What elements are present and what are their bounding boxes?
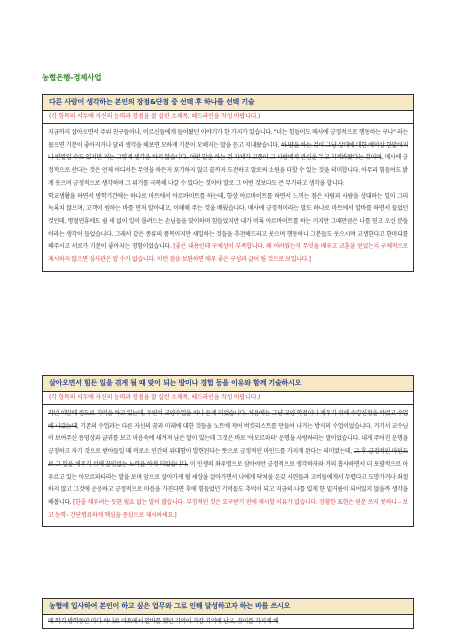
guide-note: (각 항목의 서두에 자신의 능력과 장점을 잘 살린 소제목, 헤드라인을 작성 바랍니다.) bbox=[43, 392, 413, 405]
answer-body bbox=[43, 405, 413, 526]
answer-text: , 매사에 긍정적으로 산다는 것은 언제 어디서든 무엇을 하든지 포기하지 않고 끝까지 도전하고 말로써 소원을 다할 수 있는 것을 의미합니다. 아무리 힘들어도 밝게 웃으며 긍정적으로 생각하며 그 위기를 극복해 나갈 수 있다는 것이야 말로 그 어떤 것보다도 큰 무기라고 생각을 합니다. bbox=[48, 154, 408, 187]
answer-text: 이 인생의 좌우명으로 삼아야만 긍정적으로 생각하자와 거의 흡사하면서 더 포괄적으로 아우르고 있는 아모르파티라는 말을 보며 앞으로 살아가게 될 세상을 살아가면서 나에게 닥쳐올 온갖 시련들과 고비들에게서 두렵다고 도망가거나 좌절하지 않고 그것에 순응하고 긍정적으로 마음을 가진다면 후에 힘들었던 기억들도 추억이 되고 지금의 나를 있게 한 밑거름이 되어있지 않을까 생각을 해봅니다. bbox=[48, 460, 408, 506]
guide-note: (각 항목의 서두에 자신의 능력과 장점을 잘 살린 소제목, 헤드라인을 작성 바랍니다.) bbox=[43, 111, 413, 124]
question-title: 농협에 입사하여 본인이 하고 싶은 업무와 그로 인해 달성하고자 하는 바를 쓰시오 bbox=[43, 599, 413, 615]
answer-body bbox=[43, 124, 413, 271]
answer-text: 학교생활을 하면서 방학기간에는 하나로 마트에서 아르바이트를 하는데, 항상 아르바이트를 하면서 느끼는 점은 사람과 사람을 상대하는 일이 그리 녹록치 않으며, 고객이 원하는 바를 먼저 알아내고, 이해해 주는 것을 배웠습니다. 매사에 긍정적이라는 말도 하나로 마트에서 알바를 하면서 들었던 것인데, 명절연휴에도 쉴 새 없이 일이 몰려드는 손님들을 맞이하며 힘들었지만 내가 비록 아르바이트를 하는 거지만 그때만큼은 나를 믿고 오신 분들이라는 생각이 들었습니다. 그래서 같은 종류의 품목이지만 세일하는 것들을 추천해드리고 웃으며 행동하니 그분들도 웃으시며 고생한다고 한마디를 해주시고 서로가 기분이 좋아지는 경험이었습니다. bbox=[48, 192, 408, 251]
question-title: 살아오면서 힘든 일을 겪게 될 때 맞이 되는 방미나 경험 등을 이유와 함께 기술하시오 bbox=[43, 376, 413, 392]
struck-text: 작년 이맘때 정도로 기억을 하고 있는데, 우연히 교양수업을 하나 듣게 되었습니다. 처음에는 그냥 교양 학점이나 채우기 위해 수강신청을 하였고 수업에 나갔는데 bbox=[48, 410, 408, 430]
struck-text: 하 땀을 하는 것이 그냥 상대에 대한 예의상 한말이거나 반말일 수도 있지만 저는 그렇게 생각을 하지 않습니다. 어떤 말을 하는 것 자체가 고통이 그 사람에게 관심을 두고 지켜봐왔다는 것이며 bbox=[48, 141, 408, 162]
question-title: 다른 사람이 생각하는 본인의 장점&단점 중 선택 후 하나를 선택 기술 bbox=[43, 95, 413, 111]
question-box-3 bbox=[42, 598, 414, 629]
document-header: 농협은행-경제사업 bbox=[42, 73, 102, 82]
answer-text: 지금까지 살아오면서 주위 친구들이나, 어르신들에게 들어왔던 이야기가 한 가지가 있습니다. "너는 힘들어도 매사에 긍정적으로 행동하는 구나" 라는 물으면 기분이 좋아지거나 달리 생각을 해보면 모하게 기분이 모해지는 말을 듣고 지내왔습니다. bbox=[48, 129, 408, 149]
question-box-1 bbox=[42, 94, 414, 272]
reviewer-comment: [좋은 내용인데 구체성이 부족합니다. 왜 어려웠는지 무엇을 배우고 교훈을 얻었는지 구체적으로 제시하지 않으면 심사관은 알 수가 없습니다. 이런 점을 보완하면 매우 좋은 구성과 글이 될 것으로 보입니다.] bbox=[48, 243, 408, 264]
answer-body bbox=[43, 615, 413, 628]
reviewer-comment: [한줄 채우려는 듯한 필요 없는 말이 많습니다. 부정적인 것은 요구받기 전에 제시할 이유가 없습니다. 장황한 표현은 원문 쓰지 못하니 – 보고 농학– 간단명료하게 핵심을 중심으로 제시하세요.] bbox=[48, 498, 408, 519]
question-box-2 bbox=[42, 375, 414, 527]
answer-text: , 기존의 수업과는 다른 자신의 꿈과 미래에 대한 것들을 노트에 적어 버킷리스트를 만들어 나가는 방식의 수업이었습니다. 거기서 교수님이 보여주신 동영상과 글귀를 보고 마음속에 새겨져 남은 말이 있는데 그것은 바로 '아모르파티' 운명을 사랑하라는 말이었습니다. 내게 주어진 운명을 긍정하고 자기 것으로 받아들일 때 비로소 인간의 위대함이 발현된다는 뜻으로 긍정적인 마인드를 가지게 된다는 의미였는데, bbox=[48, 422, 408, 456]
struck-text: 그 후 긍정적인 마인드로 그 일을 채우기 위해 끊임없는 노력을 하게 되었습니다. bbox=[48, 448, 409, 468]
struck-text: 매 학기 방학동안 마다 하나로 마트에서 알바를 했던 기억이 가장 기억에 남고, 꿈이를 가지게 해 bbox=[48, 618, 279, 625]
